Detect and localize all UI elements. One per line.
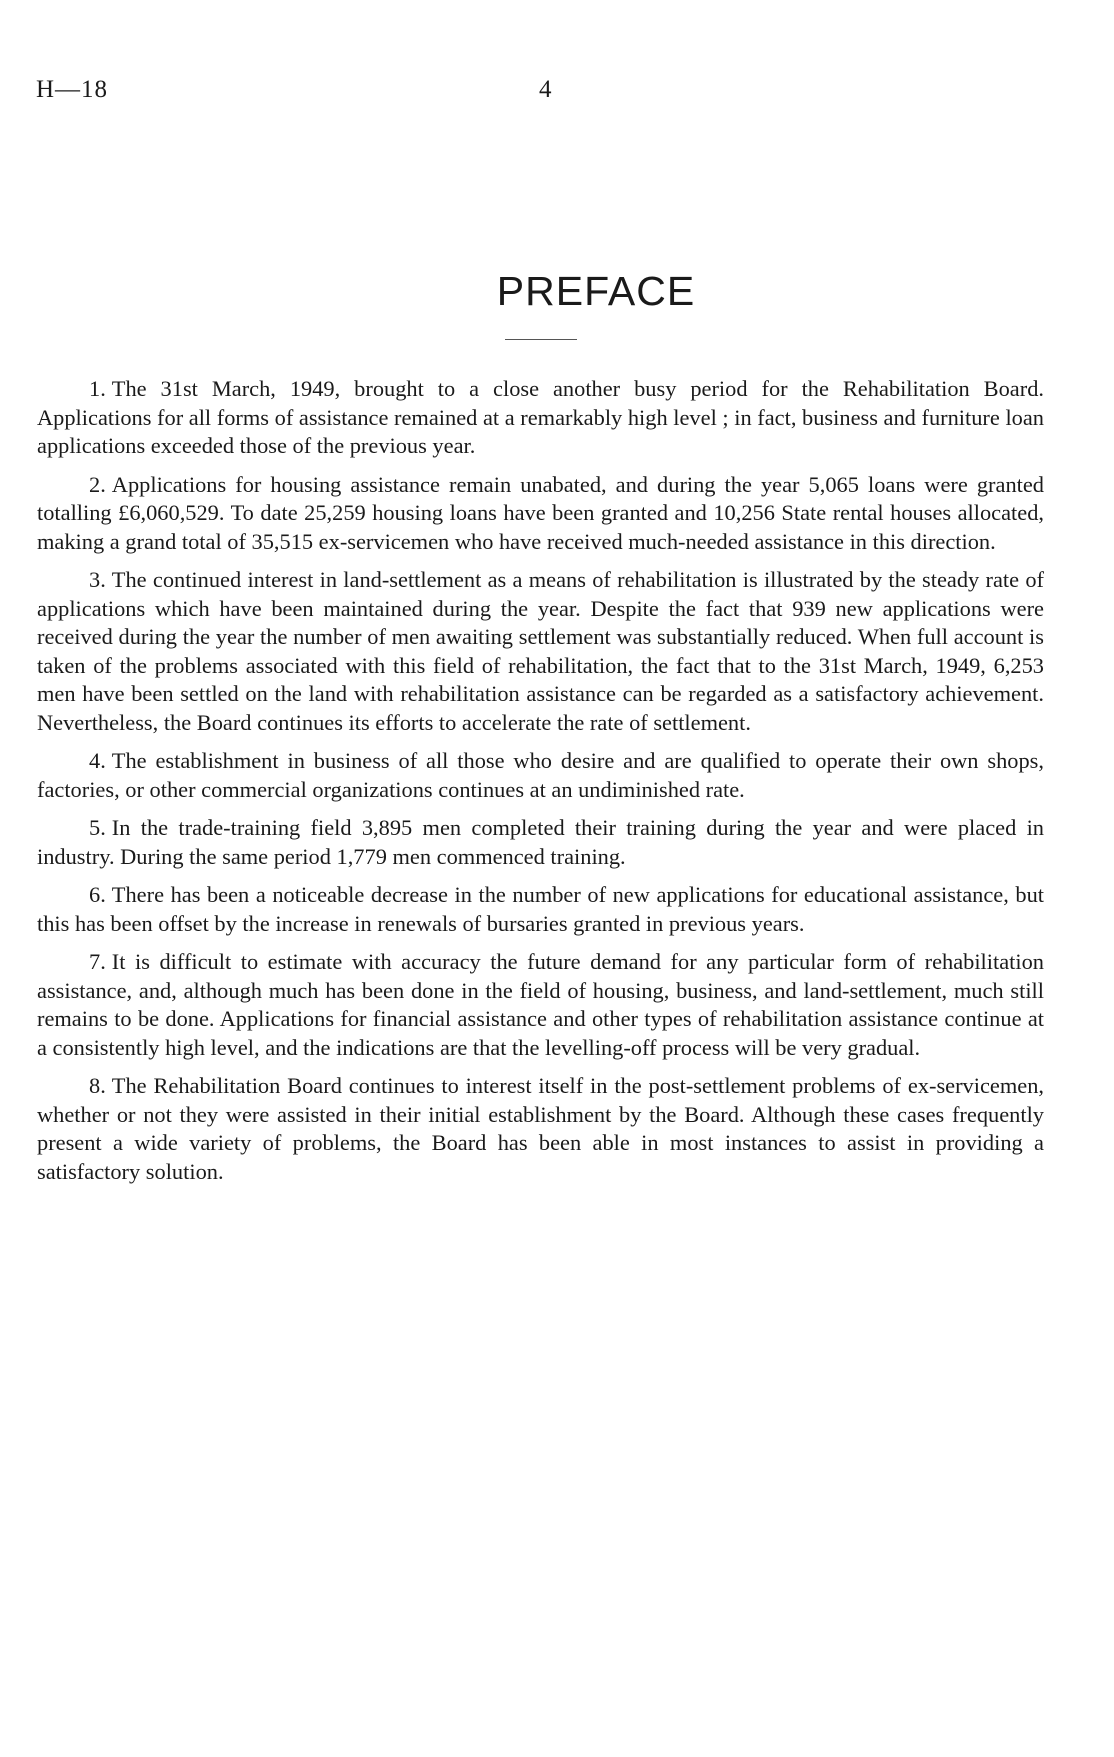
paragraph-number: 2.: [89, 471, 106, 497]
paragraph-number: 3.: [89, 567, 106, 592]
body-text: [37, 375, 1044, 1196]
paragraph-number: 1.: [89, 376, 106, 401]
running-head: [36, 76, 1041, 106]
paragraph-7: [37, 948, 1044, 1062]
paragraph-number: 4.: [89, 748, 106, 773]
title-divider: [505, 339, 577, 340]
paragraph-text: The Rehabilitation Board continues to interest itself in the post-settlement problems of ex-servicemen, whether or not they were assisted in their initial establishment by the Board. Although these cases frequently present a wide variety of problems, the Board has been able in most instances to assist in providing a satisfactory solution.: [37, 1073, 1044, 1184]
paragraph-text: It is difficult to estimate with accuracy the future demand for any particular form of rehabilitation assistance, and, although much has been done in the field of housing, business, and land-settlement, much still remains to be done. Applications for financial assistance and other types of rehabilitation assistance continue at a consistently high level, and the indications are that the levelling-off process will be very gradual.: [37, 949, 1044, 1060]
paragraph-number: 5.: [89, 815, 106, 840]
document-code: H—18: [36, 76, 109, 103]
paragraph-text: In the trade-training field 3,895 men completed their training during the year and were placed in industry. During the same period 1,779 men commenced training.: [37, 815, 1044, 869]
paragraph-2: [37, 471, 1044, 557]
paragraph-4: [37, 747, 1044, 804]
page-title: PREFACE: [496, 268, 696, 314]
paragraph-text: There has been a noticeable decrease in the number of new applications for educational assistance, but this has been offset by the increase in renewals of bursaries granted in previous years.: [37, 882, 1044, 936]
paragraph-1: [37, 375, 1044, 461]
paragraph-5: [37, 814, 1044, 871]
paragraph-text: Applications for housing assistance remain unabated, and during the year 5,065 loans were granted totalling £6,060,529. To date 25,259 housing loans have been granted and 10,256 State rental houses allocated, making a grand total of 35,515 ex-servicemen who have received much-needed assistance in this direction.: [37, 471, 1044, 554]
paragraph-3: [37, 566, 1044, 737]
paragraph-number: 7.: [89, 949, 106, 974]
paragraph-text: The 31st March, 1949, brought to a close another busy period for the Rehabilitation Board. Applications for all forms of assistance remained at a remarkably high level ; in fact, business and furniture loan applications exceeded those of the previous year.: [37, 376, 1044, 458]
page-number: 4: [539, 76, 552, 103]
paragraph-number: 8.: [89, 1073, 106, 1098]
paragraph-text: The establishment in business of all those who desire and are qualified to operate their own shops, factories, or other commercial organizations continues at an undiminished rate.: [37, 748, 1044, 802]
paragraph-6: [37, 881, 1044, 938]
paragraph-8: [37, 1072, 1044, 1186]
paragraph-text: The continued interest in land-settlement as a means of rehabilitation is illustrated by the steady rate of applications which have been maintained during the year. Despite the fact that 939 new applications were received during the year the number of men awaiting settlement was substantially reduced. When full account is taken of the problems associated with this field of rehabilitation, the fact that to the 31st March, 1949, 6,253 men have been settled on the land with rehabilitation assistance can be regarded as a satisfactory achievement. Nevertheless, the Board continues its efforts to accelerate the rate of settlement.: [37, 567, 1044, 735]
paragraph-number: 6.: [89, 882, 106, 907]
